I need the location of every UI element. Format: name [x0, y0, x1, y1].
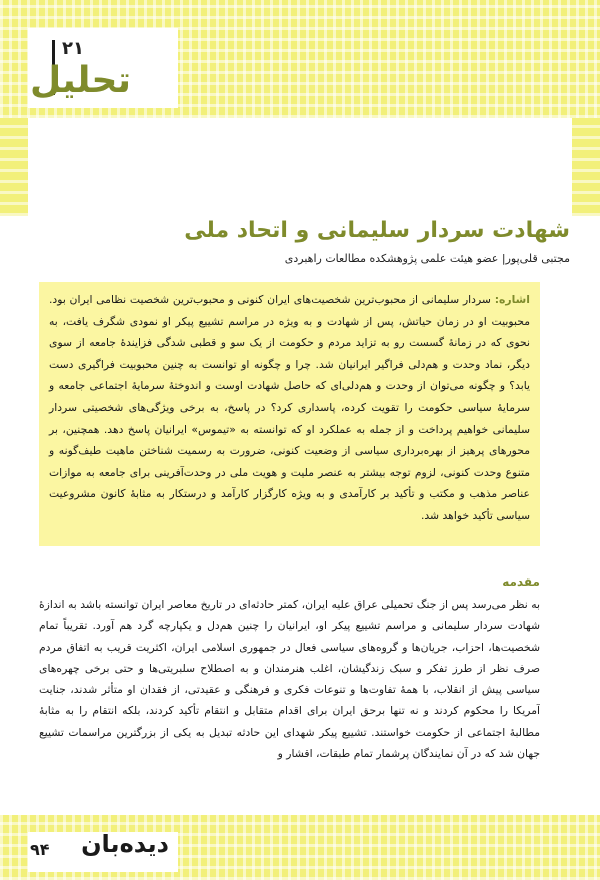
abstract-label: اشاره:	[494, 293, 530, 306]
abstract-text: سردار سلیمانی از محبوب‌ترین شخصیت‌های ایران کنونی و محبوب‌ترین شخصیت نظامی ایران بود. محبوبیت او در زمان حیاتش، پس از شهادت و به ویژه در مراسم تشییع پیکر او نمودی شگرف یافت، به نحوی که در زمانهٔ گسست رو به تزاید مردم و حکومت از یک سو و قطبی شدگی فزایندهٔ جامعه از سوی دیگر، نماد وحدت و هم‌دلی فراگیر ایرانیان شد. چرا و چگونه او توانست به چنین محبوبیت فراگیری دست یابد؟ و چگونه می‌توان از وحدت و هم‌دلی‌ای که حاصل شهادت اوست و اندوختهٔ سرمایهٔ اجتماعی جامعه و سرمایهٔ سیاسی حکومت را تقویت کرده، پاسداری کرد؟ در پاسخ، به برخی ویژگی‌های شخصیتی سردار سلیمانی خواهیم پرداخت و از جمله به عملکرد او که توانسته به «تیموس» ایرانیان پاسخ دهد. همچنین، بر محورهای پرهیز از بهره‌برداری سیاسی از وضعیت کنونی، ضرورت به رسمیت شناختن ماهیت طیف‌گونه و متنوع وحدت کنونی، لزوم توجه بیشتر به عنصر ملیت و هویت ملی در وحدت‌آفرینی برای جامعه به موازات عناصر مذهب و مکتب و تأکید بر کارآمدی و به ویژه کارگزار کارآمد و درستکار به مثابهٔ کانون مشروعیت سیاسی تأکید خواهد شد.	[49, 293, 530, 522]
page-number: ۲۱	[62, 38, 84, 59]
intro-text: به نظر می‌رسد پس از جنگ تحمیلی عراق علیه ایران، کمتر حادثه‌ای در تاریخ معاصر ایران توانسته باشد به اندازهٔ شهادت سردار سلیمانی و مراسم تشییع پیکر او، ایرانیان را چنین هم‌دل و یکپارچه گرد هم آورد. تقریباً تمام شخصیت‌ها، احزاب، جریان‌ها و گروه‌های سیاسی فعال در جمهوری اسلامی ایران، اکثریت قریب به اتفاق مردم صرف نظر از طرز تفکر و سبک زندگیشان، اغلب هنرمندان و به اصطلاح سلبریتی‌ها و حتی برخی چهره‌های سیاسی پیش از انقلاب، با همهٔ تفاوت‌ها و تنوعات فکری و فرهنگی و عقیدتی، از فقدان او متأثر شدند، جنایت آمریکا را محکوم کردند و نه تنها برحق ایران برای اقدام متقابل و انتقام تأکید کردند، بلکه انتقام را به مثابهٔ مطالبهٔ اجتماعی از حکومت خواستند. تشییع پیکر شهدای این حادثه تبدیل به یکی از بزرگترین مراسمات تشییع جهان شد که در آن نمایندگان پرشمار تمام طبقات، اقشار و	[39, 598, 540, 761]
decorative-pattern-right	[572, 118, 600, 216]
abstract-box	[39, 282, 540, 546]
article-title: شهادت سردار سلیمانی و اتحاد ملی	[184, 218, 570, 243]
intro-heading: مقدمه	[502, 575, 540, 589]
footer-page-number: ۹۴	[30, 840, 50, 859]
section-logo: تحلیل	[30, 60, 131, 101]
article-author: مجتبی قلی‌پور| عضو هیئت علمی پژوهشکده مطالعات راهبردی	[284, 252, 570, 265]
magazine-logo: دیده‌بان	[81, 830, 169, 858]
decorative-pattern-left	[0, 118, 28, 216]
